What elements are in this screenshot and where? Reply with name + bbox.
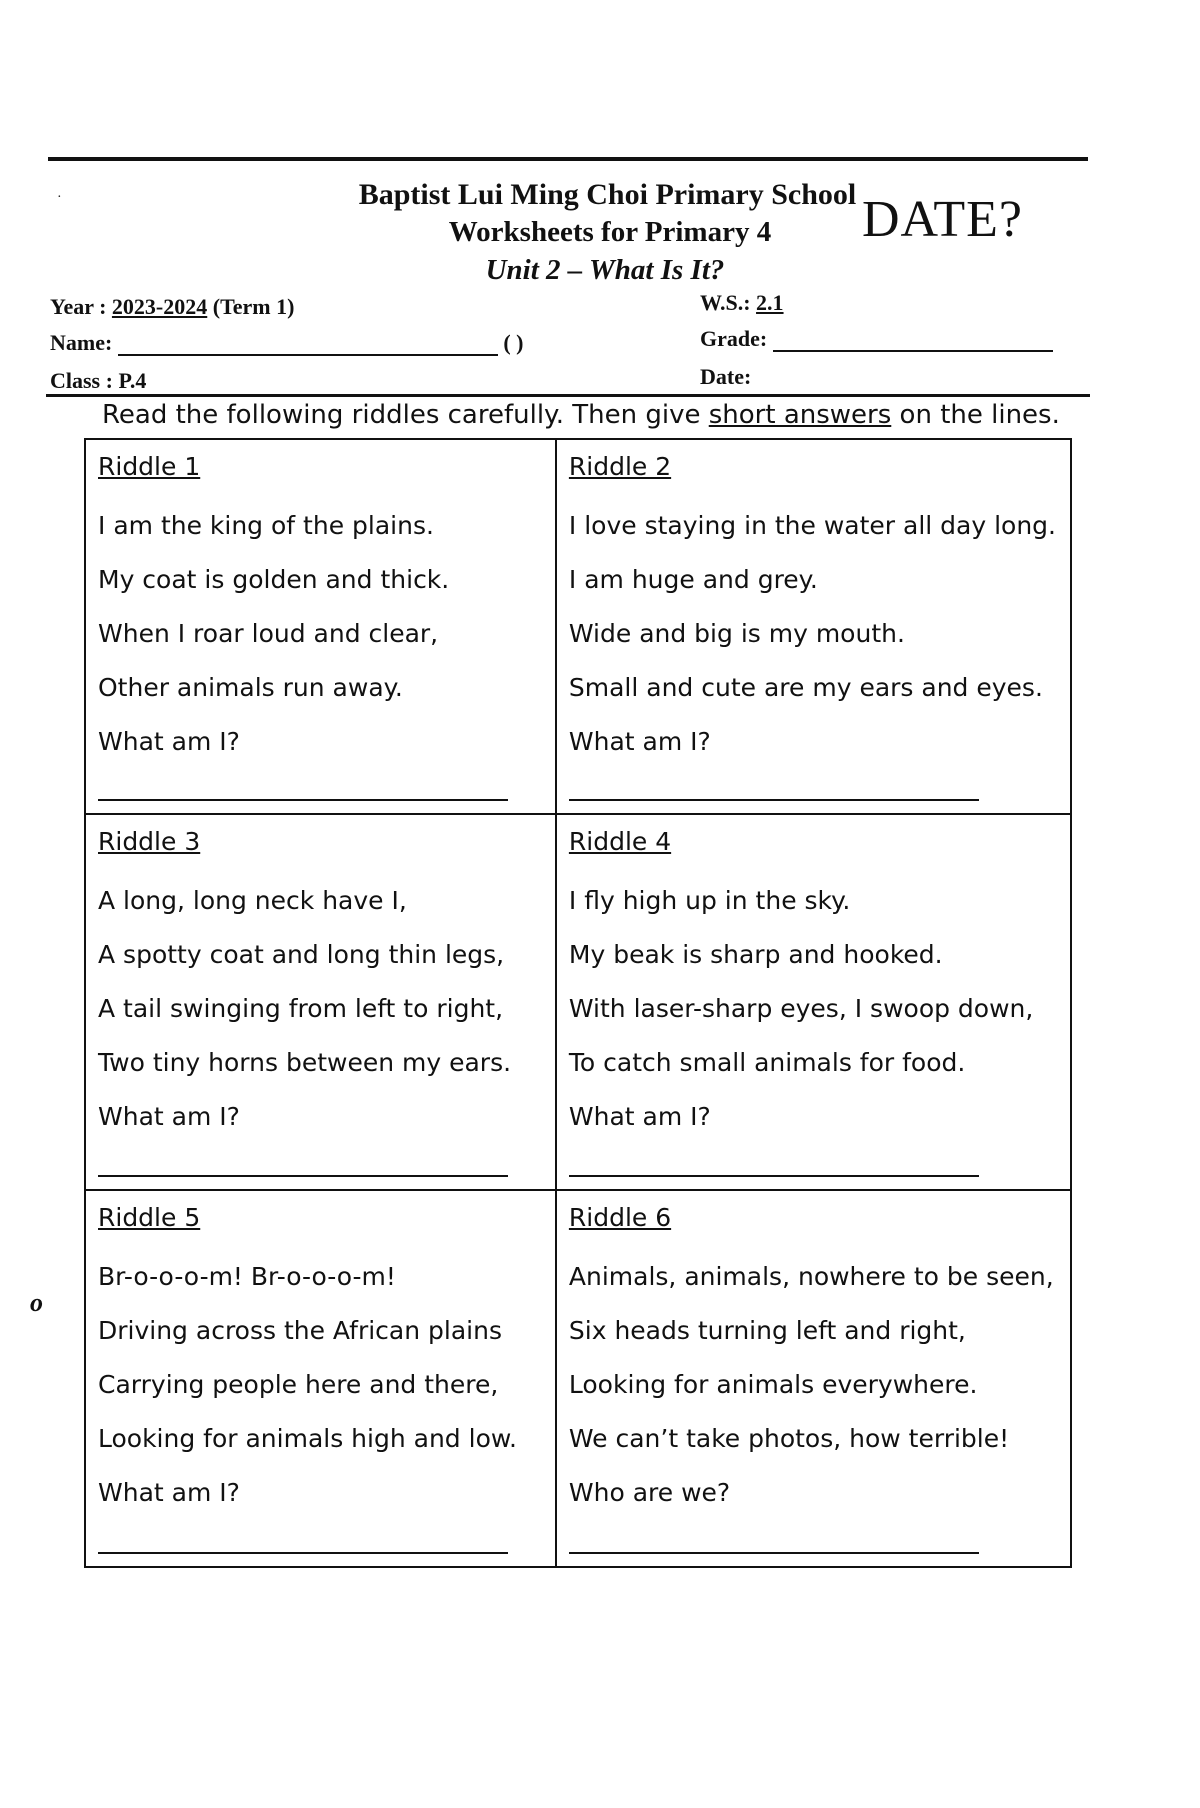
riddle-line: Wide and big is my mouth. — [568, 619, 905, 648]
riddle-question: What am I? — [568, 1102, 711, 1132]
riddle-line: Carrying people here and there, — [98, 1369, 499, 1399]
riddle-line: A long, long neck have I, — [98, 886, 407, 916]
header-rule — [46, 394, 1090, 397]
school-name: Baptist Lui Ming Choi Primary School — [358, 178, 857, 211]
riddle-line: My coat is golden and thick. — [98, 565, 450, 594]
riddle-line: A spotty coat and long thin legs, — [98, 940, 505, 970]
year-label: Year : — [50, 294, 107, 319]
answer-line-5[interactable] — [98, 1552, 508, 1554]
date-field[interactable] — [700, 364, 751, 390]
riddle-line: Looking for animals everywhere. — [568, 1369, 978, 1399]
worksheet-subtitle: Worksheets for Primary 4 — [448, 216, 772, 248]
riddle-title: Riddle 4 — [568, 827, 672, 857]
riddle-line: A tail swinging from left to right, — [98, 994, 504, 1024]
year-value: 2023-2024 — [111, 294, 208, 319]
riddle-line: Animals, animals, nowhere to be seen, — [568, 1261, 1054, 1291]
riddle-line: Br-o-o-o-m! Br-o-o-o-m! — [98, 1261, 396, 1291]
riddle-cell-4 — [557, 815, 1070, 1190]
riddle-line: Small and cute are my ears and eyes. — [568, 673, 1043, 702]
name-label: Name: — [50, 330, 113, 355]
answer-line-1[interactable] — [98, 799, 508, 801]
answer-line-4[interactable] — [569, 1175, 979, 1177]
term: (Term 1) — [212, 294, 295, 319]
answer-line-6[interactable] — [569, 1552, 979, 1554]
riddle-cell-1 — [86, 440, 557, 815]
riddle-title: Riddle 6 — [568, 1202, 672, 1232]
class-number-paren: ( ) — [503, 330, 524, 355]
riddle-line: I love staying in the water all day long. — [568, 511, 1056, 540]
margin-mark: o — [30, 1288, 43, 1317]
ws-label: W.S.: — [700, 290, 751, 315]
instructions-text-2: on the lines. — [891, 400, 1060, 430]
riddle-line: I fly high up in the sky. — [568, 886, 851, 916]
riddle-line: I am the king of the plains. — [98, 511, 434, 540]
date-label: Date: — [700, 364, 752, 389]
riddle-line: When I roar loud and clear, — [98, 619, 439, 648]
class-label: Class : P.4 — [50, 368, 147, 393]
riddle-cell-5 — [86, 1191, 557, 1566]
riddle-line: With laser-sharp eyes, I swoop down, — [568, 994, 1034, 1024]
riddle-title: Riddle 5 — [98, 1202, 201, 1232]
riddle-title: Riddle 2 — [568, 452, 672, 481]
riddle-cell-2 — [557, 440, 1070, 815]
riddle-grid — [84, 438, 1072, 1568]
instructions-text-1: Read the following riddles carefully. Then give — [102, 400, 709, 430]
riddle-title: Riddle 3 — [98, 827, 201, 857]
instructions-emphasis: short answers — [708, 400, 892, 430]
answer-line-2[interactable] — [569, 799, 979, 801]
grade-label: Grade: — [700, 326, 768, 351]
riddle-line: Two tiny horns between my ears. — [98, 1048, 512, 1078]
year-field — [50, 294, 294, 320]
top-rule — [48, 157, 1088, 161]
answer-line-3[interactable] — [98, 1175, 508, 1177]
name-field[interactable] — [50, 330, 523, 356]
stray-dot: · — [57, 190, 62, 205]
riddle-cell-6 — [557, 1191, 1070, 1566]
instructions — [102, 400, 1060, 430]
name-line[interactable] — [118, 354, 498, 356]
ws-field — [700, 290, 784, 316]
unit-title: Unit 2 – What Is It? — [485, 254, 725, 286]
class-field — [50, 368, 146, 394]
grade-field[interactable] — [700, 326, 1053, 352]
riddle-line: Driving across the African plains — [98, 1315, 502, 1345]
ws-value: 2.1 — [756, 290, 784, 315]
riddle-line: Other animals run away. — [98, 673, 403, 702]
riddle-question: What am I? — [98, 727, 240, 756]
riddle-line: Six heads turning left and right, — [568, 1315, 966, 1345]
riddle-line: Looking for animals high and low. — [98, 1423, 517, 1453]
riddle-line: I am huge and grey. — [568, 565, 818, 594]
riddle-cell-3 — [86, 815, 557, 1190]
riddle-question: What am I? — [568, 727, 711, 756]
riddle-question: What am I? — [98, 1102, 240, 1132]
riddle-question: What am I? — [98, 1477, 240, 1507]
riddle-line: My beak is sharp and hooked. — [568, 940, 943, 970]
grade-line[interactable] — [773, 350, 1053, 352]
riddle-line: To catch small animals for food. — [568, 1048, 966, 1078]
date-stamp: DATE? — [862, 191, 1023, 248]
riddle-question: Who are we? — [568, 1477, 731, 1507]
riddle-line: We can’t take photos, how terrible! — [568, 1423, 1010, 1453]
riddle-title: Riddle 1 — [98, 452, 201, 481]
